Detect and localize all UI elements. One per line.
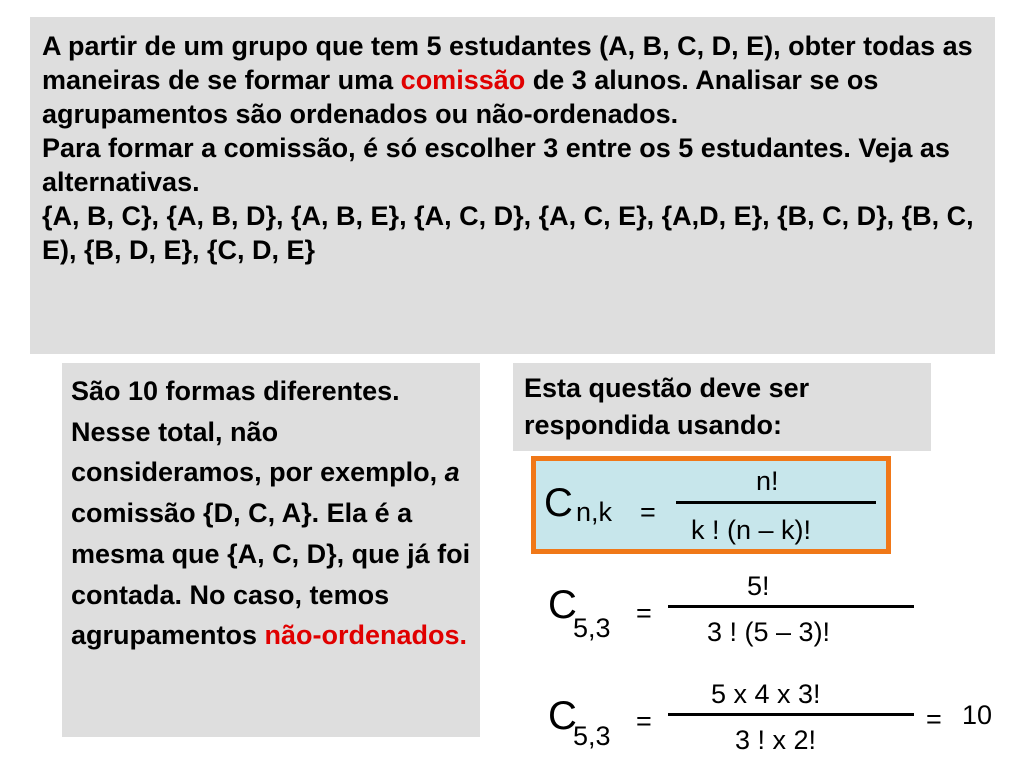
formula-step2-subscript: 5,3	[573, 721, 611, 751]
formula-general-subscript: n,k	[576, 497, 613, 527]
formula-step2-result: 10	[962, 700, 993, 730]
highlight-comissao: comissão	[400, 65, 526, 95]
formula-step1-subscript: 5,3	[573, 613, 611, 643]
problem-statement-box	[30, 17, 995, 354]
problem-paragraph-1: A partir de um grupo que tem 5 estudantes (A, B, C, D, E), obter todas as maneiras de se formar uma comissão de 3 alunos. Analisar se os agrupamentos são ordenados ou não-ordenados.	[42, 31, 973, 129]
formula-step2-fraction-line	[668, 713, 914, 716]
formula-general-denominator: k ! (n – k)!	[691, 515, 812, 545]
explanation-box: São 10 formas diferentes. Nesse total, não consideramos, por exemplo, a comissão {D, C, A}. Ela é a mesma que {A, C, D}, que já foi contada. No caso, temos agrupamentos não-ordenados.	[62, 363, 480, 737]
formula-general-box	[531, 456, 891, 554]
formula-step2-numerator: 5 x 4 x 3!	[711, 679, 821, 709]
formula-general-equals: =	[640, 497, 656, 527]
hint-box: Esta questão deve ser respondida usando:	[513, 363, 931, 451]
formula-general-fraction-line	[676, 501, 876, 504]
highlight-nao-ordenados: não-ordenados.	[264, 620, 468, 651]
formula-step2-denominator: 3 ! x 2!	[735, 725, 817, 755]
formula-general-letter: C	[544, 481, 573, 525]
formula-step1-denominator: 3 ! (5 – 3)!	[707, 617, 831, 647]
formula-step2-result-equals: =	[926, 704, 942, 734]
formula-step1-numerator: 5!	[747, 571, 770, 601]
alternatives-list: {A, B, C}, {A, B, D}, {A, B, E}, {A, C, D}, {A, C, E}, {A,D, E}, {B, C, D}, {B, C, E), {B, D, E}, {C, D, E}	[42, 201, 974, 265]
formula-general-numerator: n!	[756, 466, 779, 496]
formula-step2-equals: =	[636, 706, 652, 736]
formula-step1-letter: C	[548, 583, 577, 627]
formula-step2-letter: C	[548, 694, 577, 738]
italic-article: a	[444, 457, 460, 488]
problem-paragraph-2: Para formar a comissão, é só escolher 3 entre os 5 estudantes. Veja as alternativas.	[42, 133, 950, 197]
formula-step1-equals: =	[636, 598, 652, 628]
formula-step1-fraction-line	[668, 605, 914, 608]
